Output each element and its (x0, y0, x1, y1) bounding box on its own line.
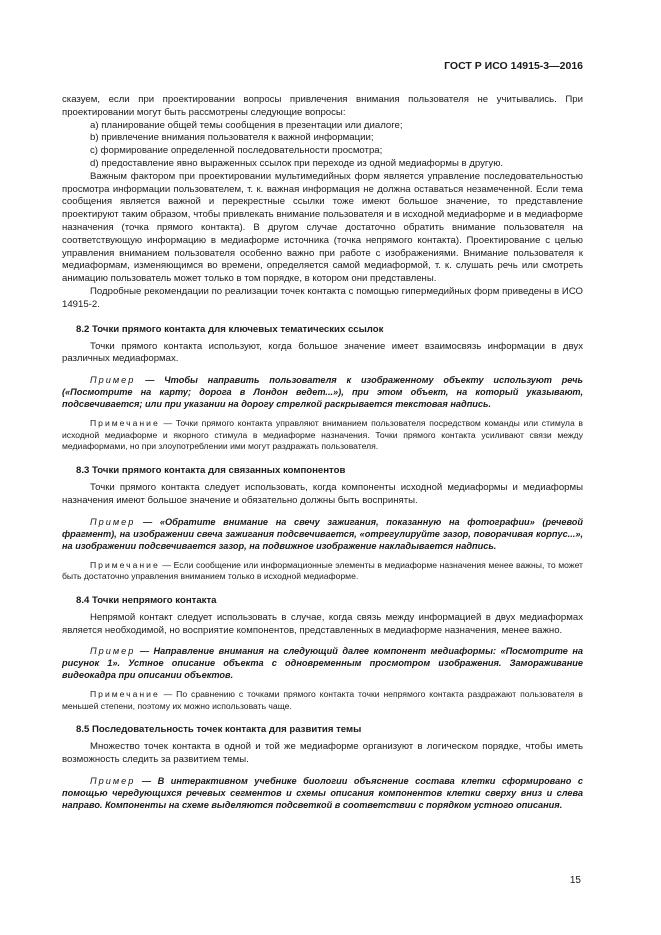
example-label: Пример (90, 375, 136, 386)
section-heading-8-5: 8.5 Последовательность точек контакта для развития темы (76, 724, 362, 736)
note-text: — Точки прямого контакта управляют вниманием пользователя посредством команды или стимула в исходной медиаформе и якорного стимула в медиаформе назначения. Точки прямого контакта усиливают связи между медиаформами, но при злоупотреблении ими могут раздражать пользователя. (62, 418, 583, 452)
example-text: — Направление внимания на следующий далее компонент медиаформы: «Посмотрите на рисунок 1». Устное описание объекта с одновременным просмотром изображения. Замораживание видеокадра при описании объектов. (62, 646, 583, 681)
example-label: Пример (90, 776, 136, 787)
intro-paragraph: сказуем, если при проектировании вопросы привлечения внимания пользователя не учитывались. При проектировании могут быть рассмотрены следующие вопросы: (62, 94, 583, 118)
list-item: c) формирование определенной последовательности просмотра; (90, 145, 383, 157)
document-body (62, 94, 583, 811)
list-item: a) планирование общей темы сообщения в презентации или диалоге; (90, 119, 403, 131)
example-block (62, 645, 583, 681)
example-block (62, 374, 583, 410)
note-block (62, 418, 583, 453)
section-heading-8-3: 8.3 Точки прямого контакта для связанных компонентов (76, 464, 346, 476)
paragraph: Подробные рекомендации по реализации точек контакта с помощью гипермедийных форм приведены в ИСО 14915-2. (62, 285, 583, 310)
document-header: ГОСТ Р ИСО 14915-3—2016 (444, 60, 583, 72)
section-heading-8-4: 8.4 Точки непрямого контакта (76, 594, 217, 606)
example-text: — «Обратите внимание на свечу зажигания, показанную на фотографии» (речевой фрагмент), на изображении свеча зажигания подсвечивается, «отрегулируйте зазор, поворачивая корпус...», на изображении подсвечивается зазор, на подвижное изображение накладывается надпись. (62, 516, 583, 551)
paragraph: Важным фактором при проектировании мультимедийных форм является управление последовательностью просмотра информации пользователем, т. к. важная информация не должна оставаться незамеченной. Если тема сообщения является важной и перекрестные ссылки тоже имеют большое значение, то представление проектируют таким образом, чтобы привлекать внимание пользователя и в исходной медиаформе и в медиаформе назначения (точка прямого контакта). В другом случае достаточно обратить внимание пользователя на соответствующую информацию в медиаформе источника (точка непрямого контакта). Проектирование с целью управления вниманием пользователя особенно важно при работе с изображениями. Внимание пользователя к медиаформам, изменяющимся во времени, определяется самой медиаформой, т. к. слушать речь или смотреть анимацию пользователь может только в том порядке, в котором они представлены. (62, 170, 583, 285)
example-block (62, 516, 583, 552)
note-label: Примечание (90, 689, 160, 700)
section-text: Множество точек контакта в одной и той же медиаформе организуют в логическом порядке, чтобы иметь возможность следить за развитием темы. (62, 741, 583, 766)
section-text: Точки прямого контакта следует использовать, когда компоненты исходной медиаформы и медиаформы назначения имеют большое значение и обязательно должны быть восприняты. (62, 481, 583, 506)
section-text: Непрямой контакт следует использовать в случае, когда связь между информацией в двух медиаформах является необходимой, но восприятие компонентов, представленных в медиаформе назначения, менее важно. (62, 611, 583, 636)
note-block (62, 560, 583, 583)
note-label: Примечание (90, 559, 160, 570)
note-block (62, 689, 583, 712)
note-text: — Если сообщение или информационные элементы в медиаформе назначения менее важны, то может быть достаточно управления вниманием только в исходной медиаформе. (62, 559, 583, 582)
example-text: — Чтобы направить пользователя к изображенному объекту используют речь («Посмотрите на карту; дорога в Лондон ведет...»), при этом объект, на который указывают, подсвечивается; или при указании на дорогу стрелкой раскрывается текстовая надпись. (62, 375, 583, 410)
list-item: b) привлечение внимания пользователя к важной информации; (90, 132, 374, 144)
section-text: Точки прямого контакта используют, когда большое значение имеет взаимосвязь информации в двух различных медиаформах. (62, 340, 583, 365)
example-label: Пример (90, 646, 136, 657)
note-text: — По сравнению с точками прямого контакта точки непрямого контакта раздражают пользователя в меньшей степени, поэтому их можно использовать чаще. (62, 689, 583, 711)
list-item: d) предоставление явно выраженных ссылок при переходе из одной медиаформы в другую. (90, 157, 504, 169)
example-text: — В интерактивном учебнике биологии объяснение состава клетки сформировано с помощью чередующихся речевых сегментов и схемы описания компонентов клетки сверху вниз и слева направо. Компоненты на схеме выделяются подсветкой в соответствии с порядком устного описания. (62, 776, 583, 811)
page-number: 15 (569, 875, 581, 886)
note-label: Примечание (90, 418, 160, 429)
example-label: Пример (90, 516, 136, 527)
example-block (62, 775, 583, 811)
section-heading-8-2: 8.2 Точки прямого контакта для ключевых тематических ссылок (76, 323, 384, 335)
